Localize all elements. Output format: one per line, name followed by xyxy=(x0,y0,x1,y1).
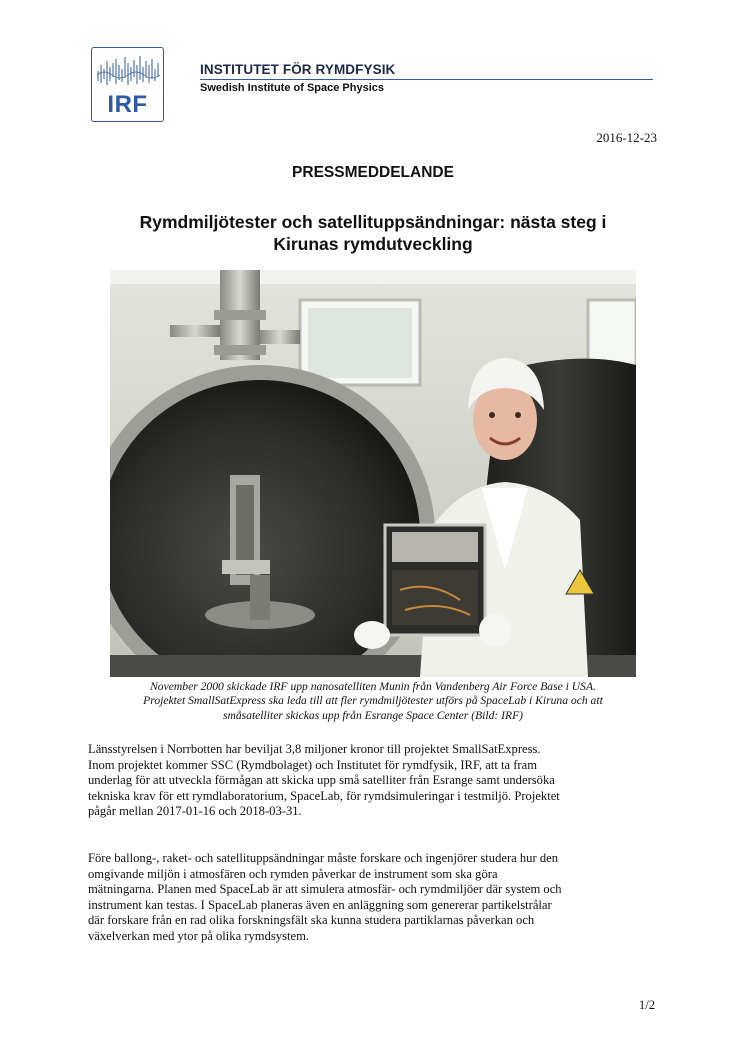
paragraph-line: mätningarna. Planen med SpaceLab är att simulera atmosfär- och rymdmiljöer där system och xyxy=(88,882,562,896)
paragraph-line: där forskare från en rad olika forskningsfält ska kunna studera partiklarnas påverkan och xyxy=(88,913,535,927)
photo-caption xyxy=(95,680,651,723)
irf-logo xyxy=(91,47,164,122)
paragraph-line: tekniska krav för ett rymdlaboratorium, SpaceLab, för rymdsimuleringar i testmiljö. Projektet xyxy=(88,788,560,803)
paragraph-line: omgivande miljön i atmosfären och rymden påverkar de instrument som ska göra xyxy=(88,866,498,881)
headline-line: Rymdmiljötester och satellituppsändningar: nästa steg i xyxy=(139,212,607,232)
paragraph-line: växelverkan med ytor på olika rymdsystem. xyxy=(88,928,310,943)
caption-line: November 2000 skickade IRF upp nanosatelliten Munin från Vandenberg Air Force Base i USA. xyxy=(150,680,596,693)
header-rule xyxy=(200,79,653,80)
paragraph-line: underlag för att utveckla förmågan att skicka upp små satelliter från Esrange samt undersöka xyxy=(88,773,555,787)
paragraph-line: pågår mellan 2017-01-16 och 2018-03-31. xyxy=(88,804,302,818)
body-paragraph-2 xyxy=(88,851,663,944)
paragraph-line: Länsstyrelsen i Norrbotten har beviljat 3,8 miljoner kronor till projektet SmallSatExpress. xyxy=(88,742,541,756)
institute-name-english: Swedish Institute of Space Physics xyxy=(200,82,384,94)
signal-lines-icon xyxy=(94,51,162,91)
institute-name: INSTITUTET FÖR RYMDFYSIK xyxy=(200,62,396,77)
paragraph-line: Före ballong-, raket- och satellituppsändningar måste forskare och ingenjörer studera hur den xyxy=(88,851,559,865)
paragraph-line: Inom projektet kommer SSC (Rymdbolaget) och Institutet för rymdfysik, IRF, att ta fram xyxy=(88,757,537,772)
caption-line: småsatelliter skickas upp från Esrange Space Center (Bild: IRF) xyxy=(222,708,524,722)
press-release-label: PRESSMEDDELANDE xyxy=(292,164,454,181)
logo-text: IRF xyxy=(107,91,148,118)
headline xyxy=(90,211,656,255)
release-date: 2016-12-23 xyxy=(596,130,657,145)
page-number: 1/2 xyxy=(638,998,655,1012)
photo-satellite-lab xyxy=(110,270,636,677)
headline-line: Kirunas rymdutveckling xyxy=(273,234,473,254)
caption-line: Projektet SmallSatExpress ska leda till att fler rymdmiljötester utförs på SpaceLab i Kiruna och att xyxy=(143,694,603,708)
body-paragraph-1 xyxy=(88,742,663,820)
paragraph-line: instrument kan testas. I SpaceLab planeras även en anläggning som genererar partikelstrålar xyxy=(88,897,552,912)
